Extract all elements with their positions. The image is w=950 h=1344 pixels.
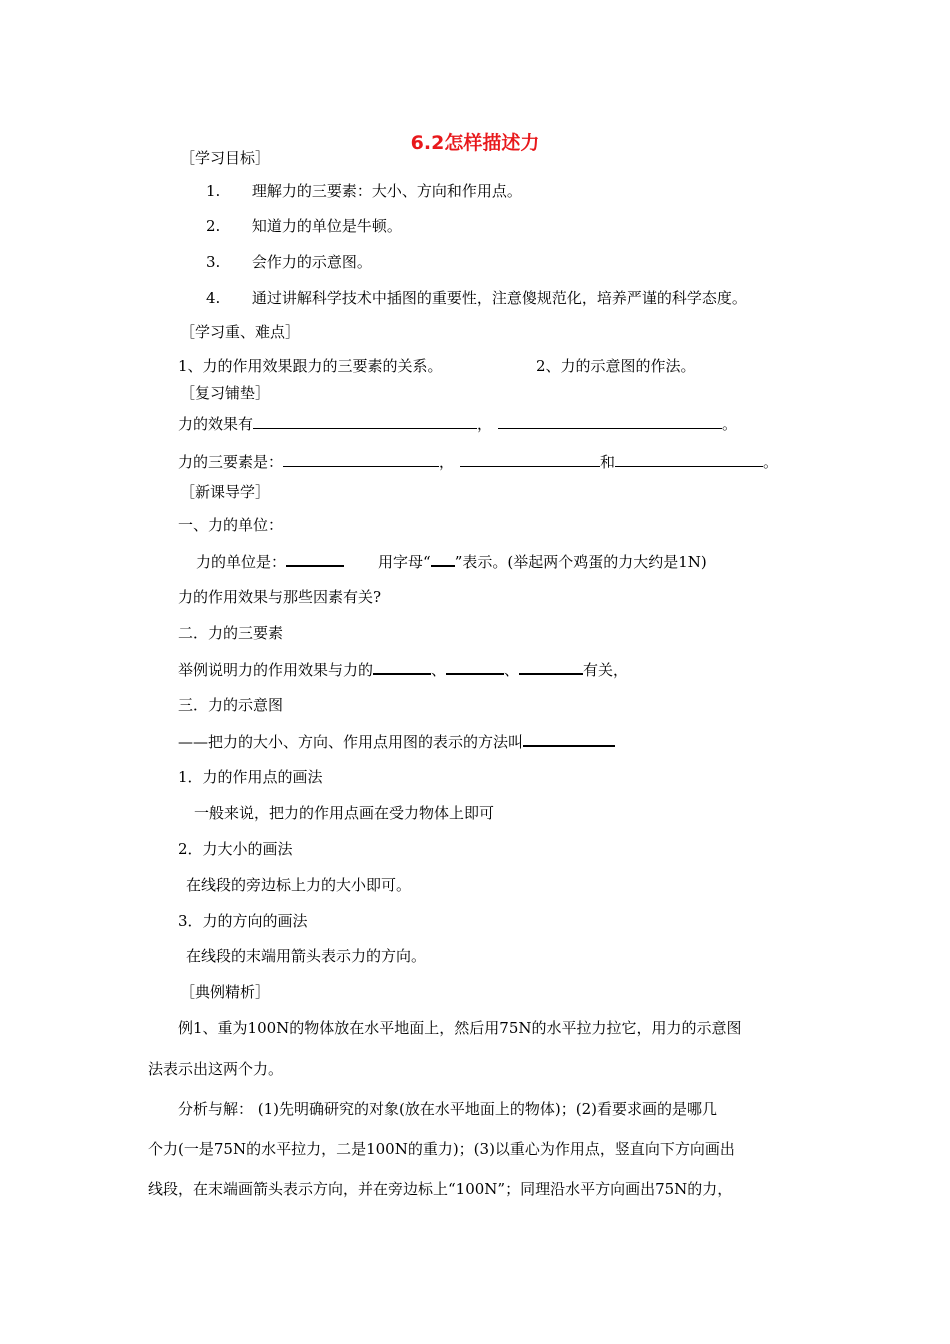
point-1-text: 一般来说，把力的作用点画在受力物体上即可	[194, 804, 495, 822]
answer-blank[interactable]	[460, 452, 600, 467]
objective-number: 1.	[206, 182, 221, 200]
point-1-title: 1．力的作用点的画法	[178, 768, 323, 786]
unit-note: ”表示。(举起两个鸡蛋的力大约是1N)	[454, 553, 707, 571]
section-1-title: 一、力的单位：	[178, 516, 284, 534]
separator: ，	[477, 415, 493, 433]
objectives-heading: ［学习目标］	[180, 149, 271, 167]
objective-text: 通过讲解科学技术中插图的重要性，注意傻规范化，培养严谨的科学态度。	[251, 289, 747, 307]
separator: ，	[439, 453, 455, 471]
analysis-line-3: 线段，在末端画箭头表示方向，并在旁边标上“100N”；同理沿水平方向画出75N的力，	[148, 1180, 733, 1198]
answer-blank[interactable]	[523, 731, 615, 747]
answer-blank[interactable]	[498, 414, 722, 429]
objective-text: 知道力的单位是牛顿。	[251, 217, 402, 235]
analysis-line-1: 分析与解： (1)先明确研究的对象(放在水平地面上的物体)；(2)看要求画的是哪几	[178, 1100, 717, 1118]
answer-blank[interactable]	[286, 551, 344, 567]
examples-heading: ［典例精析］	[180, 983, 271, 1001]
objective-item-4	[206, 288, 747, 308]
objective-text: 会作力的示意图。	[251, 253, 372, 271]
answer-blank[interactable]	[283, 452, 439, 467]
force-unit-label: 力的单位是：	[196, 553, 287, 571]
letter-label: 用字母“	[378, 553, 431, 571]
three-elements-line	[178, 659, 628, 680]
period: 。	[722, 415, 738, 433]
objective-number: 3.	[206, 253, 221, 271]
diagram-definition-line	[178, 731, 615, 752]
objective-number: 4.	[206, 289, 221, 307]
objective-number: 2.	[206, 217, 221, 235]
section-2-title: 二．力的三要素	[178, 624, 284, 642]
key-points-heading: ［学习重、难点］	[180, 323, 301, 341]
separator: 、	[504, 661, 520, 679]
separator: 、	[431, 661, 447, 679]
line-end: 有关，	[583, 661, 629, 679]
diagram-definition-text: ——把力的大小、方向、作用点用图的表示的方法叫	[178, 733, 524, 751]
question-text: 力的作用效果与那些因素有关?	[178, 588, 382, 606]
answer-blank[interactable]	[373, 659, 431, 675]
answer-blank[interactable]	[519, 659, 583, 675]
review-line-elements	[178, 452, 778, 472]
page-title: 6.2怎样描述力	[410, 132, 540, 154]
review-line-effects	[178, 414, 737, 434]
review-effects-label: 力的效果有	[178, 415, 254, 433]
key-point-1: 1、力的作用效果跟力的三要素的关系。	[178, 357, 443, 375]
and-word: 和	[600, 453, 616, 471]
point-3-title: 3．力的方向的画法	[178, 912, 308, 930]
answer-blank[interactable]	[253, 414, 477, 429]
objective-item-2	[206, 216, 402, 236]
point-2-title: 2．力大小的画法	[178, 840, 293, 858]
answer-blank[interactable]	[446, 659, 504, 675]
section-3-title: 三．力的示意图	[178, 696, 284, 714]
point-2-text: 在线段的旁边标上力的大小即可。	[186, 876, 412, 894]
period: 。	[763, 453, 779, 471]
review-heading: ［复习铺垫］	[180, 384, 271, 402]
example-1-line-2: 法表示出这两个力。	[148, 1060, 284, 1078]
three-elements-label: 举例说明力的作用效果与力的	[178, 661, 374, 679]
objective-text: 理解力的三要素：大小、方向和作用点。	[251, 182, 522, 200]
answer-blank[interactable]	[615, 452, 763, 467]
new-lesson-heading: ［新课导学］	[180, 483, 271, 501]
analysis-line-2: 个力(一是75N的水平拉力，二是100N的重力)；(3)以重心为作用点，竖直向下方向画出	[148, 1140, 735, 1158]
key-point-2: 2、力的示意图的作法。	[536, 357, 696, 375]
example-1-line-1: 例1、重为100N的物体放在水平地面上，然后用75N的水平拉力拉它，用力的示意图	[178, 1019, 742, 1037]
force-unit-line	[196, 551, 707, 572]
objective-item-1	[206, 181, 522, 201]
answer-blank[interactable]	[431, 551, 455, 567]
point-3-text: 在线段的末端用箭头表示力的方向。	[186, 947, 427, 965]
review-elements-label: 力的三要素是：	[178, 453, 284, 471]
objective-item-3	[206, 252, 372, 272]
